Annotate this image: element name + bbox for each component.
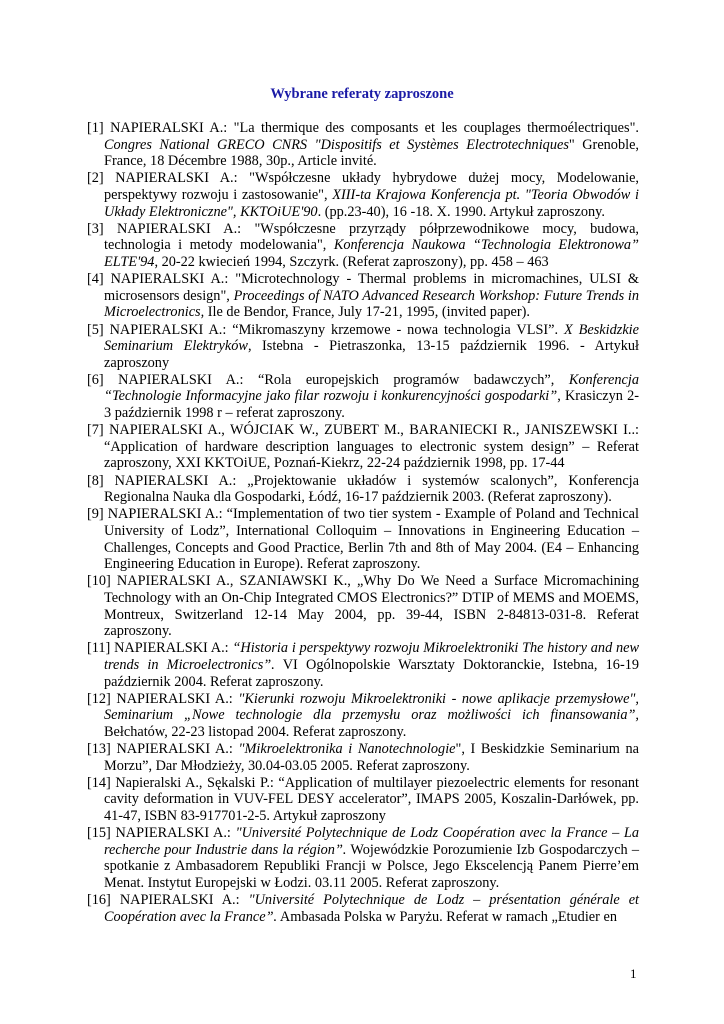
ref-number: [1] bbox=[87, 120, 104, 136]
reference-item bbox=[87, 271, 639, 321]
ref-text: NAPIERALSKI A.: bbox=[116, 741, 233, 758]
ref-number: [14] bbox=[87, 774, 111, 791]
reference-item bbox=[87, 775, 639, 825]
ref-text-tail: ", I Beskidzkie Seminarium na Morzu”, Dar Młodzieży, 30.04-03.05 2005. Referat zaproszony. bbox=[104, 741, 640, 774]
reference-item bbox=[87, 422, 639, 472]
reference-item bbox=[87, 825, 639, 891]
ref-number: [9] bbox=[87, 506, 104, 523]
ref-number: [7] bbox=[87, 422, 104, 439]
ref-text: NAPIERALSKI A.: “Implementation of two tier system - Example of Poland and Technical University of Lodz”, International Colloquim – Innovations in Engineering Education – Challenges, Concepts and Good Practice, Berlin 7th and 8th of May 2004. (E4 – Enhancing Engineering Education in Europe). Referat zaproszony. bbox=[104, 506, 639, 573]
reference-item bbox=[87, 170, 639, 220]
ref-text: NAPIERALSKI A.: bbox=[119, 892, 240, 909]
ref-number: [5] bbox=[87, 321, 104, 338]
ref-text: NAPIERALSKI A.: "Współczesne przyrządy półprzewodnikowe mocy, budowa, technologia i metody modelowania", bbox=[104, 220, 639, 254]
ref-number: [13] bbox=[87, 741, 111, 758]
reference-item bbox=[87, 372, 639, 422]
ref-text: NAPIERALSKI A.: "Microtechnology - Thermal problems in micromachines, ULSI & microsensors design", bbox=[104, 271, 639, 304]
reference-item bbox=[87, 322, 639, 372]
ref-number: [6] bbox=[87, 371, 104, 388]
ref-italic: Proceedings of NATO Advanced Research Workshop: Future Trends in Microelectronics, bbox=[104, 287, 639, 321]
ref-number: [11] bbox=[87, 640, 111, 657]
page-title: Wybrane referaty zaproszone bbox=[270, 86, 454, 102]
ref-number: [4] bbox=[87, 271, 104, 288]
reference-item bbox=[87, 691, 639, 741]
ref-number: [16] bbox=[87, 892, 111, 909]
ref-text-tail: , Istebna - Pietraszonka, 13-15 październik 1996. - Artykuł zaproszony bbox=[104, 338, 639, 371]
reference-item bbox=[87, 741, 639, 774]
ref-text-tail: Ile de Bendor, France, July 17-21, 1995, (invited paper). bbox=[207, 304, 530, 321]
ref-text: Napieralski A., Sękalski P.: “Application of multilayer piezoelectric elements for resonant cavity deformation in VUV-FEL DESY accelerator”, IMAPS 2005, Koszalin-Darłówek, pp. 41-47, ISBN 83-917701-2-5. Artykuł zaproszony bbox=[104, 774, 639, 825]
reference-item bbox=[87, 573, 639, 639]
ref-text: NAPIERALSKI A.: „Projektowanie układów i systemów scalonych”, Konferencja Regionalna Nauka dla Gospodarki, Łódź, 16-17 październik 2003. (Referat zaproszony). bbox=[104, 472, 639, 506]
reference-item bbox=[87, 640, 639, 690]
ref-text-tail: , 20-22 kwiecień 1994, Szczyrk. (Referat zaproszony), pp. 458 – 463 bbox=[154, 253, 549, 270]
reference-item bbox=[87, 473, 639, 506]
ref-text: NAPIERALSKI A., WÓJCIAK W., ZUBERT M., BARANIECKI R., JANISZEWSKI I..: “Application of hardware description languages to electronic system design” – Referat zaproszony, XXI KKTOiUE, Poznań-Kiekrz, 22-24 październik 1998, pp. 17-44 bbox=[104, 422, 640, 472]
ref-text: NAPIERALSKI A., SZANIAWSKI K., „Why Do We Need a Surface Micromachining Technology with an On-Chip Integrated CMOS Electronics?” DTIP of MEMS and MOEMS, Montreux, Switzerland 12-14 May 2004, pp. 39-44, ISBN 2-84813-031-8. Referat zaproszony. bbox=[104, 573, 639, 640]
ref-number: [15] bbox=[87, 825, 111, 842]
ref-italic: "Université Polytechnique de Lodz Coopération avec la France – La recherche pour Industrie dans la région”. bbox=[104, 825, 640, 858]
ref-text: NAPIERALSKI A.: “Mikromaszyny krzemowe - nowa technologia VLSI”. bbox=[109, 321, 559, 338]
reference-item bbox=[87, 892, 639, 925]
ref-text-tail: Bełchatów, 22-23 listopad 2004. Referat zaproszony. bbox=[104, 723, 407, 740]
ref-italic: “Historia i perspektywy rozwoju Mikroelektroniki The history and new trends in Microelectronics”. bbox=[104, 640, 640, 673]
ref-text-tail: Ambasada Polska w Paryżu. Referat w ramach „Etudier en bbox=[279, 908, 617, 925]
ref-text-tail: VI Ogólnopolskie Warsztaty Doktoranckie, Istebna, 16-19 październik 2004. Referat zaproszony. bbox=[104, 656, 640, 690]
ref-text: NAPIERALSKI A.: "Współczesne układy hybrydowe dużej mocy, Modelowanie, perspektywy rozwoju i zastosowanie", bbox=[104, 170, 639, 203]
ref-number: [3] bbox=[87, 220, 104, 237]
ref-number: [10] bbox=[87, 573, 111, 590]
ref-text-tail: " Grenoble, France, 18 Décembre 1988, 30p., Article invité. bbox=[104, 136, 639, 170]
ref-text: NAPIERALSKI A.: bbox=[116, 690, 233, 707]
reference-item bbox=[87, 221, 639, 271]
ref-italic: "Mikroelektronika i Nanotechnologie bbox=[238, 741, 456, 758]
ref-italic: "Kierunki rozwoju Mikroelektroniki - nowe aplikacje przemysłowe", Seminarium „Nowe technologie dla przemysłu oraz możliwości ich finansowania”, bbox=[104, 690, 639, 724]
ref-text-tail: Wojewódzkie Porozumienie Izb Gospodarczych – spotkanie z Ambasadorem Republiki Francji w Polsce, Jego Ekscelencją Panem Pierre’em Menat. Instytut Europejski w Łodzi. 03.11 2005. Referat zaproszony. bbox=[104, 841, 639, 892]
ref-text: NAPIERALSKI A.: "La thermique des composants et les couplages thermoélectriques". bbox=[110, 120, 639, 136]
ref-number: [12] bbox=[87, 690, 111, 707]
page-number: 1 bbox=[630, 966, 637, 981]
reference-list bbox=[87, 120, 639, 926]
ref-text: NAPIERALSKI A.: bbox=[115, 825, 231, 842]
ref-italic: Congres National GRECO CNRS "Dispositifs et Systèmes Electrotechniques bbox=[104, 136, 569, 153]
reference-item bbox=[87, 120, 639, 170]
ref-number: [8] bbox=[87, 472, 104, 489]
ref-text: NAPIERALSKI A.: bbox=[114, 640, 229, 657]
ref-number: [2] bbox=[87, 170, 104, 187]
ref-text-tail: . (pp.23-40), 16 -18. X. 1990. Artykuł zaproszony. bbox=[317, 203, 605, 220]
ref-italic: Konferencja Naukowa “Technologia Elektronowa” ELTE'94 bbox=[104, 237, 639, 270]
ref-text-tail: , Krasiczyn 2-3 październik 1998 r – referat zaproszony. bbox=[104, 388, 639, 422]
ref-text: NAPIERALSKI A.: “Rola europejskich programów badawczych”, bbox=[118, 371, 555, 388]
ref-italic: X Beskidzkie Seminarium Elektryków bbox=[104, 321, 639, 355]
ref-italic: "Université Polytechnique de Lodz – présentation générale et Coopération avec la France”. bbox=[104, 892, 640, 925]
ref-italic: Konferencja “Technologie Informacyjne jako filar rozwoju i konkurencyjności gospodarki” bbox=[104, 371, 639, 405]
ref-italic: XIII-ta Krajowa Konferencja pt. "Teoria Obwodów i Układy Elektroniczne", KKTOiUE'90 bbox=[104, 186, 640, 220]
reference-item bbox=[87, 506, 639, 572]
